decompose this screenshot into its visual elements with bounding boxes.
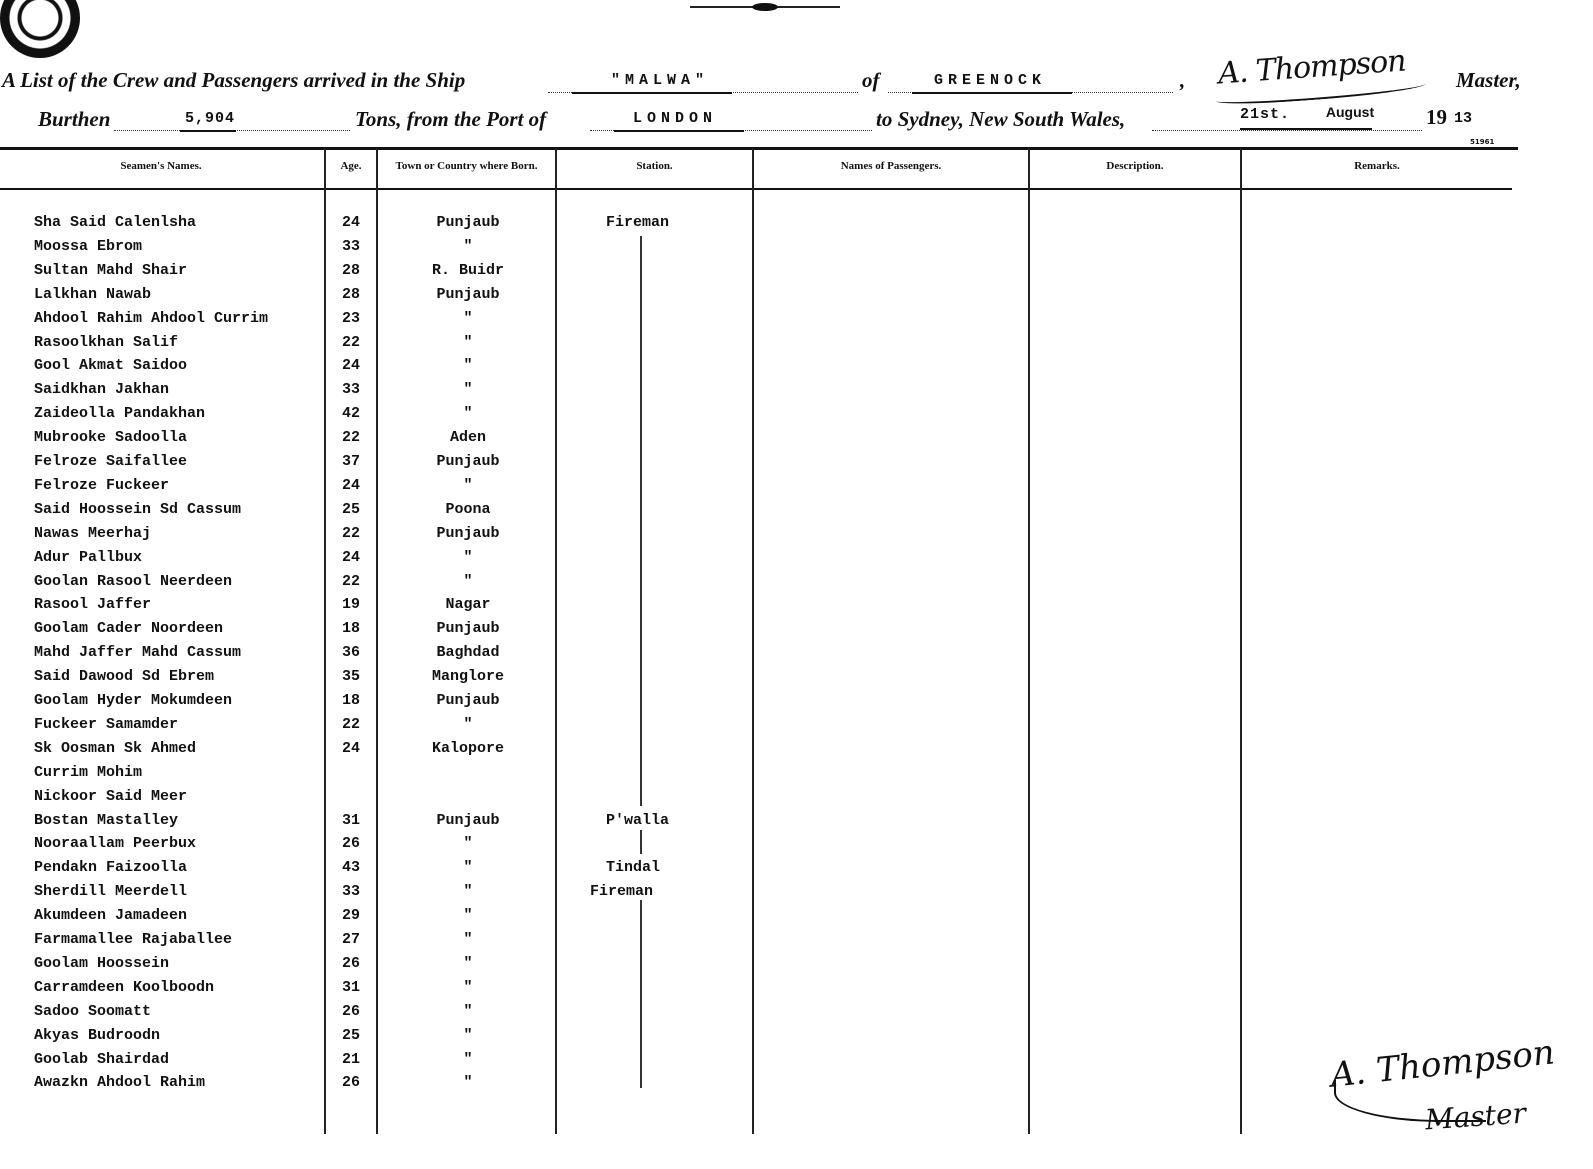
port-from: LONDON — [632, 110, 717, 127]
column-divider-remarks — [1240, 148, 1242, 1134]
crew-birthplace: " — [463, 931, 473, 948]
crew-age: 31 — [341, 812, 360, 829]
header-tons-text: Tons, from the Port of — [355, 107, 547, 131]
crew-name: Zaideolla Pandakhan — [34, 405, 206, 422]
crew-name: Felroze Fuckeer — [34, 477, 170, 494]
crew-birthplace: " — [463, 549, 473, 566]
crew-birthplace: Punjaub — [436, 620, 500, 637]
crew-age: 22 — [341, 525, 360, 542]
col-header-station: Station. — [636, 160, 673, 172]
crew-birthplace: " — [463, 477, 473, 494]
date-underline — [1240, 128, 1372, 130]
ship-port-underline — [912, 92, 1072, 94]
column-divider-passengers — [752, 148, 754, 1134]
crew-name: Carramdeen Koolboodn — [34, 979, 215, 996]
crew-age: 26 — [341, 1074, 360, 1091]
crew-station: Fireman — [606, 214, 670, 231]
port-from-underline — [614, 130, 744, 132]
crew-birthplace: " — [463, 835, 473, 852]
crew-age: 22 — [341, 573, 360, 590]
crew-age: 36 — [341, 644, 360, 661]
station-ditto-line — [640, 900, 642, 1088]
crew-age: 25 — [341, 501, 360, 518]
crew-station: Fireman — [590, 883, 654, 900]
form-code: 51961 — [1470, 138, 1495, 146]
col-header-seamen-names: Seamen's Names. — [120, 160, 202, 172]
crew-age: 31 — [341, 979, 360, 996]
master-signature-block — [1328, 1032, 1570, 1150]
crew-birthplace: " — [463, 979, 473, 996]
crew-age: 24 — [341, 214, 360, 231]
crew-birthplace: Punjaub — [436, 812, 500, 829]
crew-birthplace: " — [463, 1074, 473, 1091]
crew-station: P'walla — [606, 812, 670, 829]
crew-birthplace: Punjaub — [436, 214, 500, 231]
crew-birthplace: " — [463, 716, 473, 733]
crew-name: Lalkhan Nawab — [34, 286, 152, 303]
crew-name: Saidkhan Jakhan — [34, 381, 170, 398]
crew-birthplace: " — [463, 238, 473, 255]
date-month: August — [1325, 104, 1375, 120]
tonnage-value: 5,904 — [184, 110, 235, 127]
signature-title: Master — [1423, 1096, 1527, 1137]
crew-age: 42 — [341, 405, 360, 422]
crew-birthplace: Nagar — [445, 596, 491, 613]
crew-name: Goolan Rasool Neerdeen — [34, 573, 233, 590]
crew-name: Goolam Hyder Mokumdeen — [34, 692, 233, 709]
date-day: 21st. — [1239, 106, 1290, 123]
crew-name: Rasool Jaffer — [34, 596, 152, 613]
crew-name: Sherdill Meerdell — [34, 883, 188, 900]
header-of-text: of — [862, 68, 880, 92]
crew-birthplace: " — [463, 859, 473, 876]
crew-age: 22 — [341, 334, 360, 351]
ship-port: GREENOCK — [933, 72, 1046, 89]
header-line1-text: A List of the Crew and Passengers arrived in the Ship — [2, 68, 466, 92]
crew-age: 25 — [341, 1027, 360, 1044]
table-top-rule — [0, 147, 1518, 150]
crew-name: Goolab Shairdad — [34, 1051, 170, 1068]
crew-name: Goolam Cader Noordeen — [34, 620, 224, 637]
crew-age: 28 — [341, 262, 360, 279]
crew-age: 18 — [341, 620, 360, 637]
date-year-suffix: 13 — [1453, 110, 1472, 127]
crew-birthplace: " — [463, 310, 473, 327]
crew-name: Sha Said Calenlsha — [34, 214, 197, 231]
crew-age: 19 — [341, 596, 360, 613]
crew-name: Awazkn Ahdool Rahim — [34, 1074, 206, 1091]
crew-age: 35 — [341, 668, 360, 685]
crew-name: Nickoor Said Meer — [34, 788, 188, 805]
crew-birthplace: " — [463, 883, 473, 900]
top-ornament — [690, 6, 840, 8]
crew-age: 28 — [341, 286, 360, 303]
crew-age: 24 — [341, 549, 360, 566]
crew-age: 27 — [341, 931, 360, 948]
crew-name: Moossa Ebrom — [34, 238, 143, 255]
crew-name: Bostan Mastalley — [34, 812, 179, 829]
crew-name: Said Hoossein Sd Cassum — [34, 501, 242, 518]
crew-age: 26 — [341, 955, 360, 972]
tonnage-underline — [180, 130, 236, 132]
crew-name: Felroze Saifallee — [34, 453, 188, 470]
crew-birthplace: " — [463, 955, 473, 972]
crew-name: Ahdool Rahim Ahdool Currim — [34, 310, 269, 327]
header-comma: , — [1180, 68, 1186, 92]
crew-birthplace: Punjaub — [436, 692, 500, 709]
crew-birthplace: Punjaub — [436, 453, 500, 470]
crew-age: 23 — [341, 310, 360, 327]
column-divider-born — [376, 148, 378, 1134]
crew-name: Currim Mohim — [34, 764, 143, 781]
crew-age: 24 — [341, 357, 360, 374]
crew-name: Nooraallam Peerbux — [34, 835, 197, 852]
date-year-prefix: 19 — [1426, 105, 1447, 129]
crew-age: 26 — [341, 1003, 360, 1020]
crew-age: 21 — [341, 1051, 360, 1068]
ship-name-underline — [572, 92, 732, 94]
signature-name: A. Thompson — [1328, 1032, 1557, 1096]
crew-age: 43 — [341, 859, 360, 876]
col-header-born: Town or Country where Born. — [395, 160, 538, 172]
crew-birthplace: " — [463, 1051, 473, 1068]
table-header-rule — [0, 188, 1512, 190]
station-ditto-line — [640, 830, 642, 854]
crew-age: 26 — [341, 835, 360, 852]
col-header-passengers: Names of Passengers. — [840, 160, 942, 172]
crew-name: Goolam Hoossein — [34, 955, 170, 972]
crew-birthplace: Kalopore — [431, 740, 504, 757]
crew-birthplace: R. Buidr — [431, 262, 504, 279]
crew-name: Gool Akmat Saidoo — [34, 357, 188, 374]
crew-age: 33 — [341, 238, 360, 255]
crew-birthplace: " — [463, 1003, 473, 1020]
crew-age: 22 — [341, 429, 360, 446]
col-header-remarks: Remarks. — [1354, 160, 1400, 172]
crew-name: Sk Oosman Sk Ahmed — [34, 740, 197, 757]
crew-age: 33 — [341, 883, 360, 900]
crew-name: Nawas Meerhaj — [34, 525, 152, 542]
crew-birthplace: Poona — [445, 501, 491, 518]
crew-name: Said Dawood Sd Ebrem — [34, 668, 215, 685]
crew-age: 24 — [341, 477, 360, 494]
crew-age: 24 — [341, 740, 360, 757]
crew-age: 18 — [341, 692, 360, 709]
col-header-age: Age. — [340, 160, 362, 172]
crew-birthplace: Manglore — [431, 668, 504, 685]
crew-birthplace: " — [463, 1027, 473, 1044]
crew-name: Pendakn Faizoolla — [34, 859, 188, 876]
crew-birthplace: Aden — [449, 429, 486, 446]
header-to-sydney-text: to Sydney, New South Wales, — [876, 107, 1126, 131]
crew-name: Mubrooke Sadoolla — [34, 429, 188, 446]
crew-birthplace: Punjaub — [436, 286, 500, 303]
crew-name: Mahd Jaffer Mahd Cassum — [34, 644, 242, 661]
header-burthen-text: Burthen — [38, 107, 111, 131]
col-header-description: Description. — [1106, 160, 1164, 172]
station-ditto-line — [640, 236, 642, 806]
crew-birthplace: Baghdad — [436, 644, 500, 661]
crew-name: Sadoo Soomatt — [34, 1003, 152, 1020]
crew-birthplace: " — [463, 405, 473, 422]
crew-age: 37 — [341, 453, 360, 470]
crew-name: Akyas Budroodn — [34, 1027, 161, 1044]
crew-birthplace: " — [463, 381, 473, 398]
crew-age: 29 — [341, 907, 360, 924]
crew-name: Farmamallee Rajaballee — [34, 931, 233, 948]
crew-birthplace: " — [463, 334, 473, 351]
crew-birthplace: Punjaub — [436, 525, 500, 542]
crew-birthplace: " — [463, 573, 473, 590]
ship-name: "MALWA" — [610, 72, 709, 89]
crew-name: Akumdeen Jamadeen — [34, 907, 188, 924]
official-seal-icon — [0, 0, 80, 58]
crew-name: Fuckeer Samamder — [34, 716, 179, 733]
header-master-text: Master, — [1456, 68, 1521, 92]
column-divider-description — [1028, 148, 1030, 1134]
master-signature-header: A. Thompson — [1217, 43, 1407, 92]
crew-birthplace: " — [463, 357, 473, 374]
crew-name: Sultan Mahd Shair — [34, 262, 188, 279]
crew-age: 33 — [341, 381, 360, 398]
date-line — [1152, 130, 1422, 131]
crew-age: 22 — [341, 716, 360, 733]
crew-name: Adur Pallbux — [34, 549, 143, 566]
crew-birthplace: " — [463, 907, 473, 924]
crew-station: Tindal — [606, 859, 661, 876]
crew-name: Rasoolkhan Salif — [34, 334, 179, 351]
